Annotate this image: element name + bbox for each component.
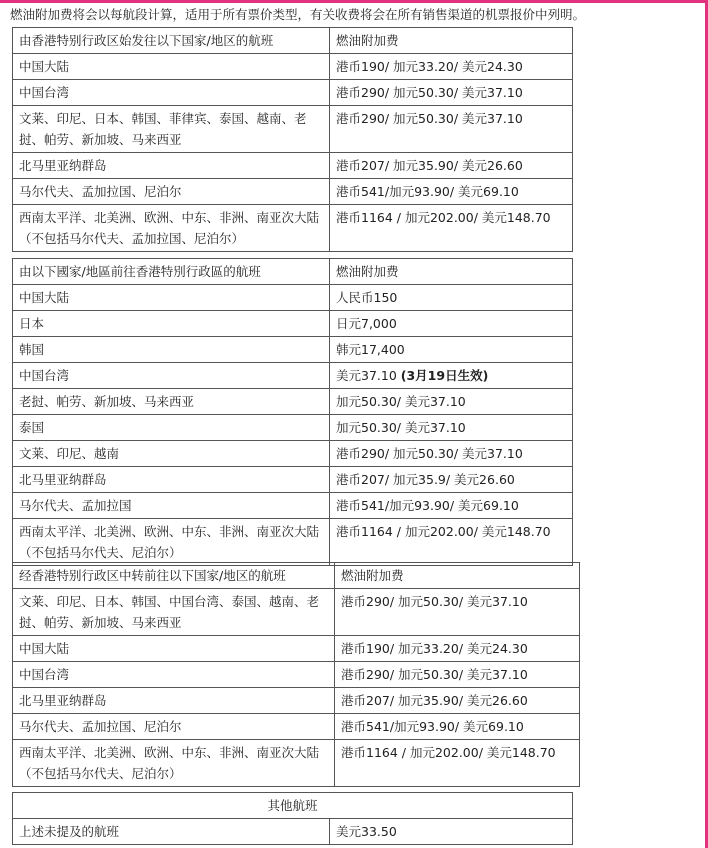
table-to-hong-kong: [12, 258, 573, 566]
route-cell: 西南太平洋、北美洲、欧洲、中东、非洲、南亚次大陆（不包括马尔代夫、尼泊尔）: [13, 740, 335, 787]
fee-cell: 港币541/加元93.90/ 美元69.10: [330, 493, 573, 519]
fee-cell: 港币1164 / 加元202.00/ 美元148.70: [330, 205, 573, 252]
route-cell: 马尔代夫、孟加拉国、尼泊尔: [13, 179, 330, 205]
table-row: [13, 441, 573, 467]
fee-cell: 港币290/ 加元50.30/ 美元37.10: [330, 441, 573, 467]
route-cell: 文莱、印尼、日本、韩国、菲律宾、泰国、越南、老挝、帕劳、新加坡、马来西亚: [13, 106, 330, 153]
table-row: [13, 819, 573, 845]
route-cell: 中国大陆: [13, 285, 330, 311]
fee-cell: 港币190/ 加元33.20/ 美元24.30: [330, 54, 573, 80]
effective-date-note: (3月19日生效): [400, 368, 489, 383]
route-cell: 韩国: [13, 337, 330, 363]
table-row: [13, 337, 573, 363]
fee-value: 美元37.10: [336, 368, 401, 383]
fee-cell: 港币207/ 加元35.90/ 美元26.60: [335, 688, 580, 714]
fee-cell: 人民币150: [330, 285, 573, 311]
fee-cell: 美元33.50: [330, 819, 573, 845]
route-cell: 文莱、印尼、日本、韩国、中国台湾、泰国、越南、老挝、帕劳、新加坡、马来西亚: [13, 589, 335, 636]
table-row: [13, 153, 573, 179]
table-row: [13, 80, 573, 106]
table-row: [13, 636, 580, 662]
fee-cell: 加元50.30/ 美元37.10: [330, 415, 573, 441]
table-row: [13, 311, 573, 337]
fee-cell: 港币541/加元93.90/ 美元69.10: [335, 714, 580, 740]
route-cell: 泰国: [13, 415, 330, 441]
fee-cell: 港币207/ 加元35.90/ 美元26.60: [330, 153, 573, 179]
fee-cell: 日元7,000: [330, 311, 573, 337]
route-cell: 北马里亚纳群岛: [13, 153, 330, 179]
route-cell: 日本: [13, 311, 330, 337]
fee-cell: 港币1164 / 加元202.00/ 美元148.70: [330, 519, 573, 566]
route-cell: 北马里亚纳群岛: [13, 688, 335, 714]
header-route: 经香港特别行政区中转前往以下国家/地区的航班: [13, 563, 335, 589]
fee-cell: [330, 363, 573, 389]
table-row: [13, 740, 580, 787]
header-route: 由香港特别行政区始发往以下国家/地区的航班: [13, 28, 330, 54]
route-cell: 马尔代夫、孟加拉国、尼泊尔: [13, 714, 335, 740]
header-other-flights: 其他航班: [13, 793, 573, 819]
fee-cell: 港币290/ 加元50.30/ 美元37.10: [330, 106, 573, 153]
header-fee: 燃油附加费: [335, 563, 580, 589]
table-row: [13, 205, 573, 252]
fee-cell: 港币207/ 加元35.9/ 美元26.60: [330, 467, 573, 493]
fee-cell: 港币190/ 加元33.20/ 美元24.30: [335, 636, 580, 662]
table-row: [13, 363, 573, 389]
fee-cell: 港币290/ 加元50.30/ 美元37.10: [335, 662, 580, 688]
route-cell: 文莱、印尼、越南: [13, 441, 330, 467]
header-fee: 燃油附加费: [330, 28, 573, 54]
header-fee: 燃油附加费: [330, 259, 573, 285]
table-row: [13, 54, 573, 80]
table-other-flights: [12, 792, 573, 845]
route-cell: 北马里亚纳群岛: [13, 467, 330, 493]
table-row: [13, 389, 573, 415]
intro-text: 燃油附加费将会以每航段计算，适用于所有票价类型，有关收费将会在所有销售渠道的机票报价中列明。: [10, 7, 586, 22]
fee-cell: 加元50.30/ 美元37.10: [330, 389, 573, 415]
fee-cell: 港币290/ 加元50.30/ 美元37.10: [330, 80, 573, 106]
route-cell: 中国大陆: [13, 636, 335, 662]
table-from-hong-kong: [12, 27, 573, 252]
table-header-row: [13, 793, 573, 819]
table-row: [13, 467, 573, 493]
table-header-row: [13, 28, 573, 54]
route-cell: 西南太平洋、北美洲、欧洲、中东、非洲、南亚次大陆（不包括马尔代夫、孟加拉国、尼泊尔）: [13, 205, 330, 252]
table-row: [13, 493, 573, 519]
top-accent-bar: [0, 0, 708, 3]
route-cell: 中国大陆: [13, 54, 330, 80]
table-row: [13, 285, 573, 311]
fee-cell: 港币541/加元93.90/ 美元69.10: [330, 179, 573, 205]
table-row: [13, 415, 573, 441]
table-row: [13, 714, 580, 740]
route-cell: 西南太平洋、北美洲、欧洲、中东、非洲、南亚次大陆（不包括马尔代夫、尼泊尔）: [13, 519, 330, 566]
table-transit-hong-kong: [12, 562, 580, 787]
table-row: [13, 106, 573, 153]
route-cell: 中国台湾: [13, 363, 330, 389]
route-cell: 马尔代夫、孟加拉国: [13, 493, 330, 519]
header-route: 由以下國家/地區前往香港特別行政區的航班: [13, 259, 330, 285]
fee-cell: 韩元17,400: [330, 337, 573, 363]
table-row: [13, 589, 580, 636]
fee-cell: 港币290/ 加元50.30/ 美元37.10: [335, 589, 580, 636]
table-row: [13, 662, 580, 688]
table-header-row: [13, 259, 573, 285]
route-cell: 中国台湾: [13, 662, 335, 688]
route-cell: 中国台湾: [13, 80, 330, 106]
route-cell: 上述未提及的航班: [13, 819, 330, 845]
fee-cell: 港币1164 / 加元202.00/ 美元148.70: [335, 740, 580, 787]
route-cell: 老挝、帕劳、新加坡、马来西亚: [13, 389, 330, 415]
table-header-row: [13, 563, 580, 589]
table-row: [13, 179, 573, 205]
table-row: [13, 519, 573, 566]
table-row: [13, 688, 580, 714]
